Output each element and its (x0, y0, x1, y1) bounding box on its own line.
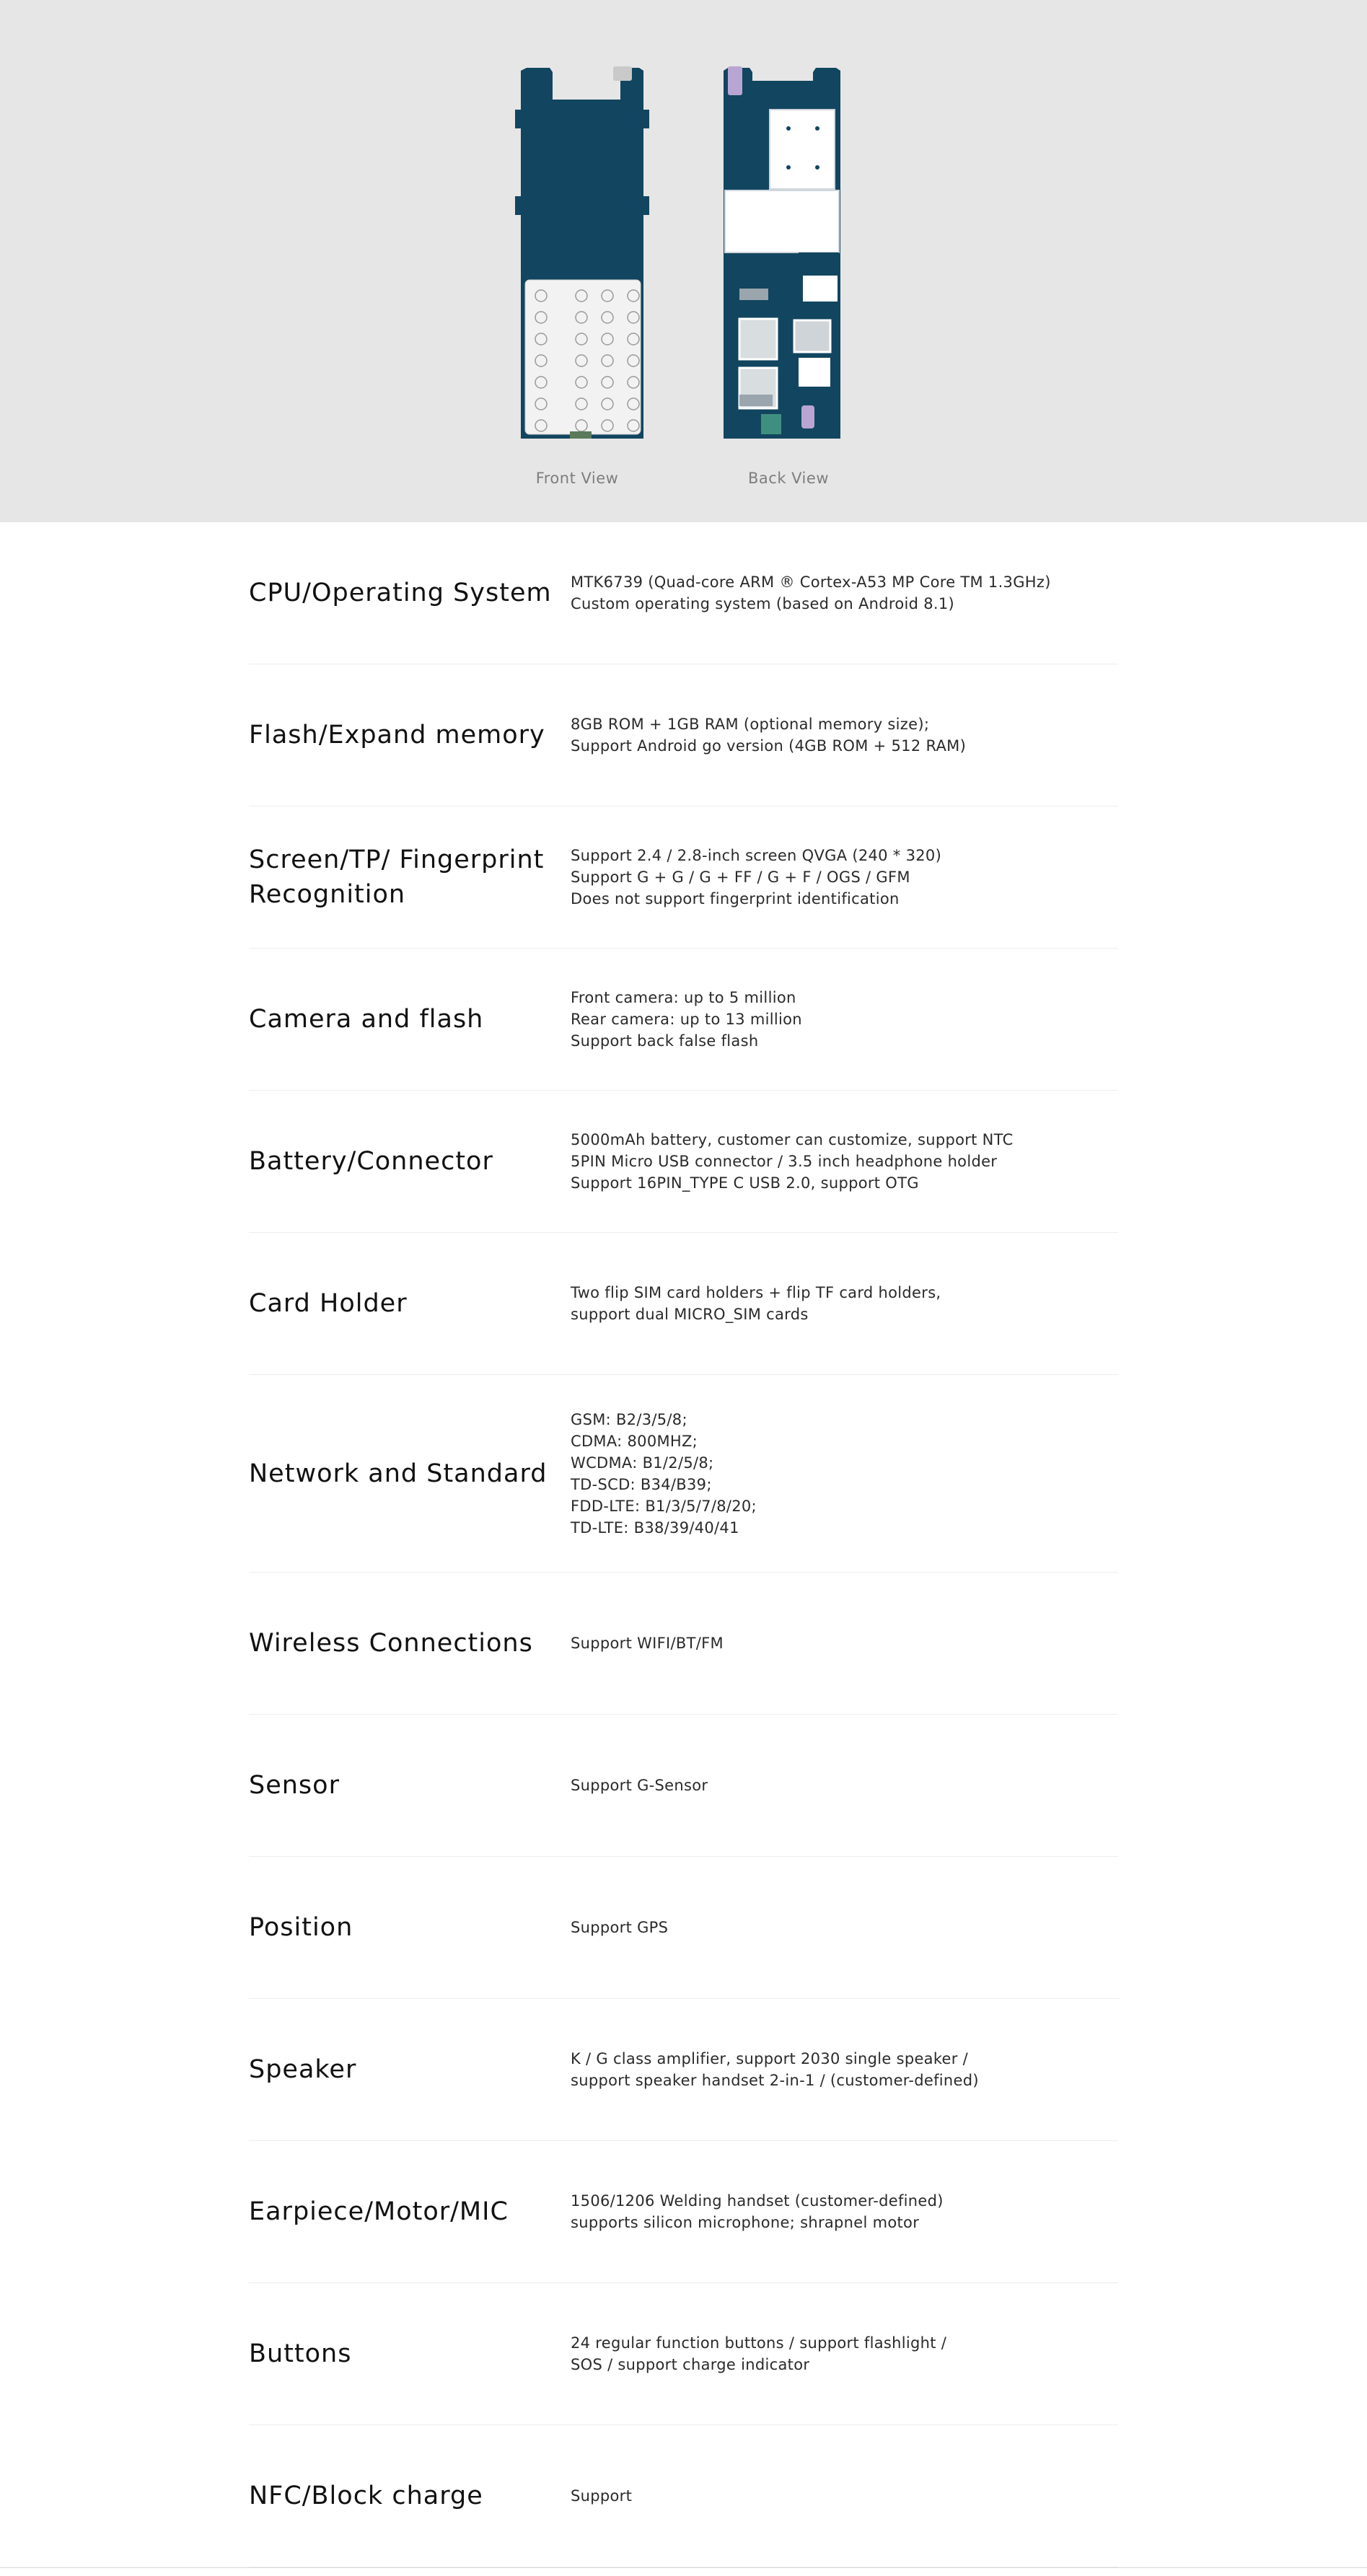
spec-values (571, 2485, 632, 2507)
spec-label: Position (249, 1913, 353, 1942)
spec-label: Wireless Connections (249, 1629, 533, 1658)
spec-value: Support G + G / G + FF / G + F / OGS / GFM (571, 869, 910, 886)
spec-label: NFC/Block charge (249, 2482, 483, 2510)
spec-value: Support Android go version (4GB ROM + 512 RAM) (571, 737, 967, 755)
spec-value: Support WIFI/BT/FM (571, 1635, 724, 1652)
spec-value: SOS / support charge indicator (571, 2356, 810, 2373)
spec-values (571, 1632, 724, 1654)
bottom-divider (0, 2567, 1367, 2568)
spec-value: Support back false flash (571, 1032, 759, 1050)
spec-label: Flash/Expand memory (249, 721, 545, 749)
spec-row-sensor (249, 1715, 1118, 1857)
spec-value: CDMA: 800MHZ; (571, 1432, 698, 1450)
spec-label: Speaker (249, 2055, 357, 2084)
spec-row-cpu (249, 522, 1118, 664)
spec-values (571, 845, 941, 910)
spec-row-card-holder (249, 1233, 1118, 1375)
back-view-caption: Back View (748, 470, 829, 487)
spec-label: Camera and flash (249, 1005, 484, 1034)
spec-label: Network and Standard (249, 1459, 548, 1488)
spec-value: Two flip SIM card holders + flip TF card holders, (571, 1284, 941, 1301)
spec-label: Earpiece/Motor/MIC (249, 2197, 509, 2226)
spec-row-memory (249, 664, 1118, 806)
spec-value: 5000mAh battery, customer can customize, support NTC (571, 1131, 1014, 1148)
spec-values (571, 2332, 946, 2375)
spec-value: support dual MICRO_SIM cards (571, 1306, 809, 1323)
spec-values (571, 2190, 944, 2233)
spec-row-camera (249, 949, 1118, 1091)
spec-value: WCDMA: B1/2/5/8; (571, 1454, 714, 1472)
front-view-caption: Front View (535, 470, 619, 487)
spec-row-network (249, 1375, 1118, 1573)
spec-row-nfc (249, 2425, 1118, 2567)
spec-row-wireless (249, 1573, 1118, 1715)
spec-label: Buttons (249, 2339, 352, 2368)
spec-row-buttons (249, 2283, 1118, 2425)
spec-value: 8GB ROM + 1GB RAM (optional memory size); (571, 716, 930, 733)
spec-label: Sensor (249, 1771, 340, 1800)
spec-value: FDD-LTE: B1/3/5/7/8/20; (571, 1497, 757, 1515)
spec-values (571, 1917, 668, 1938)
spec-value: GSM: B2/3/5/8; (571, 1410, 687, 1428)
spec-values (571, 713, 966, 757)
spec-value: K / G class amplifier, support 2030 single speaker / (571, 2050, 969, 2067)
spec-value: Support 2.4 / 2.8-inch screen QVGA (240 * 320) (571, 847, 942, 864)
spec-values (571, 1409, 757, 1539)
spec-value: MTK6739 (Quad-core ARM ® Cortex-A53 MP Core TM 1.3GHz) (571, 573, 1051, 591)
spec-values (571, 987, 802, 1052)
spec-values (571, 1775, 708, 1796)
spec-value: Custom operating system (based on Android 8.1) (571, 595, 955, 612)
spec-values (571, 2048, 979, 2091)
specifications-table (0, 522, 1367, 2567)
front-view-image (512, 66, 649, 441)
spec-value: Support G-Sensor (571, 1777, 708, 1794)
spec-value: Front camera: up to 5 million (571, 989, 796, 1006)
spec-label: Card Holder (249, 1289, 408, 1318)
spec-value: supports silicon microphone; shrapnel motor (571, 2214, 920, 2231)
spec-label: CPU/Operating System (249, 579, 552, 607)
spec-values (571, 1282, 941, 1325)
spec-values (571, 1129, 1014, 1194)
spec-row-speaker (249, 1999, 1118, 2141)
spec-row-position (249, 1857, 1118, 1999)
spec-label: Screen/TP/ Fingerprint Recognition (249, 845, 545, 909)
spec-value: Rear camera: up to 13 million (571, 1011, 802, 1028)
back-view-image (718, 66, 855, 441)
spec-values (571, 571, 1051, 615)
spec-value: Does not support fingerprint identification (571, 890, 900, 907)
spec-value: TD-LTE: B38/39/40/41 (571, 1518, 739, 1537)
spec-label: Battery/Connector (249, 1147, 493, 1176)
spec-value: Support 16PIN_TYPE C USB 2.0, support OTG (571, 1174, 919, 1192)
spec-value: 5PIN Micro USB connector / 3.5 inch headphone holder (571, 1153, 998, 1170)
spec-value: 1506/1206 Welding handset (customer-defined) (571, 2192, 944, 2210)
spec-value: 24 regular function buttons / support flashlight / (571, 2334, 947, 2352)
spec-value: TD-SCD: B34/B39; (571, 1475, 712, 1493)
spec-row-screen (249, 806, 1118, 949)
product-hero (0, 0, 1367, 522)
spec-row-battery (249, 1091, 1118, 1233)
spec-row-earpiece (249, 2141, 1118, 2283)
spec-value: support speaker handset 2-in-1 / (customer-defined) (571, 2072, 979, 2089)
spec-value: Support GPS (571, 1919, 669, 1936)
spec-value: Support (571, 2487, 633, 2505)
